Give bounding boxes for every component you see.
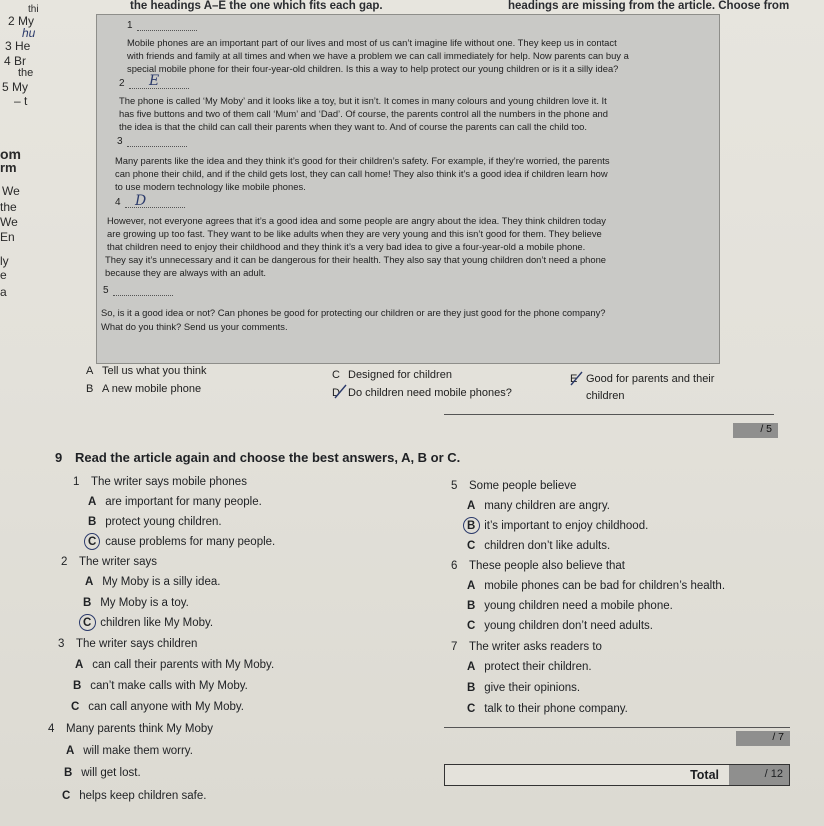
answer-option[interactable] (467, 620, 653, 632)
answer-option[interactable] (467, 600, 673, 612)
question-number: 5 (451, 480, 458, 492)
gap-answer-line[interactable] (127, 146, 187, 147)
option-text: talk to their phone company. (484, 703, 628, 715)
article-line: So, is it a good idea or not? Can phones be good for protecting our children or are they just good for the phone company? (101, 307, 606, 318)
article-line: They say it’s unnecessary and it can be dangerous for their health. They also say that young children don’t need a phone (105, 254, 607, 265)
option-text: can call their parents with My Moby. (92, 659, 275, 671)
article-line: can phone their child, and if the child gets lost, they can call home! They also think it’s a good idea if children learn how (115, 168, 608, 179)
article-line: to use modern technology like mobile phones. (115, 181, 306, 192)
instruction-fragment-left: the headings A–E the one which fits each gap. (130, 0, 383, 12)
answer-option[interactable] (64, 767, 141, 779)
exercise-number: 9 (55, 450, 63, 465)
total-label: Total (690, 768, 719, 782)
heading-option-a[interactable] (86, 365, 207, 377)
gap-number: 5 (103, 285, 109, 296)
handwritten-answer: E (149, 73, 160, 89)
gap-answer-line[interactable] (113, 295, 173, 296)
handwritten-answer: D (135, 193, 147, 209)
option-letter: A (467, 500, 476, 512)
question-stem: The writer says (79, 556, 157, 568)
margin-fragment: 2 My (8, 14, 35, 28)
heading-letter: C (332, 369, 340, 381)
question-stem: The writer asks readers to (469, 641, 602, 653)
option-text: My Moby is a silly idea. (102, 576, 221, 588)
option-text: it’s important to enjoy childhood. (484, 520, 649, 532)
article-line: Many parents like the idea and they think it’s good for their children’s safety. For example, if they’re worried, the parents (115, 155, 610, 166)
total-score: / 12 (729, 765, 789, 785)
gap-number: 4 (115, 197, 121, 208)
option-letter: A (467, 580, 476, 592)
option-text: cause problems for many people. (105, 536, 276, 548)
option-letter: A (85, 576, 94, 588)
instruction-fragment-right: headings are missing from the article. Choose from (508, 0, 790, 12)
article-line: special mobile phone for their four-year-old children. Is this a way to help protect our young children or is it a silly idea? (127, 63, 619, 74)
question-1 (73, 476, 247, 488)
option-letter: C (62, 790, 71, 802)
pen-mark-icon (568, 370, 586, 386)
option-text: protect young children. (105, 516, 222, 528)
option-letter: A (88, 496, 97, 508)
article-line: are growing up too fast. They want to be like adults when they are very young and this isn’t good for them. They believe (107, 228, 602, 239)
option-letter: C (83, 617, 92, 629)
margin-fragment: the (0, 200, 17, 214)
option-letter: A (66, 745, 75, 757)
option-letter: A (467, 661, 476, 673)
option-text: can’t make calls with My Moby. (90, 680, 248, 692)
answer-option[interactable] (467, 520, 648, 532)
selected-answer-circle (463, 517, 480, 534)
margin-fragment: om (0, 146, 21, 162)
selected-answer-circle (84, 533, 100, 550)
option-letter: C (467, 540, 476, 552)
option-text: children don’t like adults. (484, 540, 611, 552)
answer-option[interactable] (88, 496, 262, 508)
heading-text: Good for parents and their (586, 373, 715, 385)
exercise-instruction: Read the article again and choose the best answers, A, B or C. (75, 450, 461, 465)
option-text: My Moby is a toy. (100, 597, 189, 609)
margin-fragment: thi (28, 4, 39, 15)
article-line: because they are always with an adult. (105, 267, 267, 278)
answer-option[interactable] (467, 540, 610, 552)
option-letter: B (88, 516, 97, 528)
margin-fragment: We (2, 184, 20, 198)
question-4 (48, 723, 213, 735)
option-text: helps keep children safe. (79, 790, 207, 802)
answer-option[interactable] (83, 617, 213, 629)
question-number: 4 (48, 723, 55, 735)
margin-fragment: a (0, 285, 7, 299)
article-line: the idea is that the child can call their parents when they want to. And of course the parents can call the child too. (119, 121, 587, 132)
article-panel (96, 14, 720, 364)
answer-option[interactable] (467, 661, 592, 673)
heading-text: Designed for children (348, 369, 452, 381)
answer-option[interactable] (62, 790, 206, 802)
option-text: are important for many people. (105, 496, 262, 508)
answer-option[interactable] (83, 597, 189, 609)
article-line: that children need to enjoy their childhood and they think it’s a very bad idea to give a four-year-old a mobile phone. (107, 241, 586, 252)
heading-option-c[interactable] (332, 369, 452, 381)
gap-answer-line[interactable] (137, 30, 197, 31)
article-line: Mobile phones are an important part of our lives and most of us can’t imagine life without one. They keep us in contact (127, 37, 617, 48)
answer-option[interactable] (88, 536, 275, 548)
option-text: protect their children. (484, 661, 592, 673)
question-2 (61, 556, 157, 568)
answer-option[interactable] (467, 580, 725, 592)
option-text: give their opinions. (484, 682, 581, 694)
gap-number: 1 (127, 20, 133, 31)
option-letter: C (71, 701, 80, 713)
total-box (444, 764, 790, 786)
question-number: 6 (451, 560, 458, 572)
answer-option[interactable] (66, 745, 193, 757)
option-letter: C (467, 703, 476, 715)
article-line: with friends and family at all times and when we have a problem we can call immediately for help. Now parents can buy a (127, 50, 629, 61)
question-stem: The writer says mobile phones (91, 476, 247, 488)
gap-answer-line[interactable] (125, 207, 185, 208)
option-text: young children need a mobile phone. (484, 600, 673, 612)
option-letter: B (83, 597, 92, 609)
margin-fragment: 4 Br (4, 54, 27, 68)
pen-mark-icon (332, 383, 350, 399)
answer-option[interactable] (73, 680, 248, 692)
margin-fragment: hu (22, 26, 36, 40)
option-text: can call anyone with My Moby. (88, 701, 244, 713)
answer-option[interactable] (467, 703, 628, 715)
divider (444, 414, 774, 415)
answer-option[interactable] (467, 500, 610, 512)
answer-option[interactable] (467, 682, 580, 694)
heading-option-e[interactable] (570, 373, 714, 385)
margin-fragment: the (18, 67, 34, 79)
heading-text: children (586, 390, 625, 402)
margin-fragment: rm (0, 160, 17, 175)
article-line: What do you think? Send us your comments. (101, 321, 288, 332)
heading-letter: D (332, 387, 340, 399)
margin-fragment: ly (0, 254, 9, 268)
heading-text: Tell us what you think (102, 365, 207, 377)
option-text: will get lost. (81, 767, 141, 779)
option-letter: B (467, 600, 476, 612)
question-6 (451, 560, 625, 572)
answer-option[interactable] (88, 516, 222, 528)
heading-letter: B (86, 383, 94, 395)
question-stem: Many parents think My Moby (66, 723, 214, 735)
article-line: The phone is called ‘My Moby’ and it looks like a toy, but it isn’t. It comes in many colours and young children love it. It (119, 95, 607, 106)
margin-fragment: 5 My (2, 80, 29, 94)
score-box-section-8: / 5 (733, 423, 778, 438)
option-letter: C (467, 620, 476, 632)
answer-option[interactable] (85, 576, 220, 588)
option-letter: B (64, 767, 73, 779)
article-line: However, not everyone agrees that it’s a good idea and some people are angry about the idea. They think children today (107, 215, 606, 226)
margin-fragment: En (0, 230, 15, 244)
heading-option-e-continued (586, 390, 625, 402)
margin-fragment: e (0, 268, 7, 282)
option-text: mobile phones can be bad for children’s health. (484, 580, 726, 592)
question-stem: The writer says children (76, 638, 198, 650)
option-text: young children don’t need adults. (484, 620, 653, 632)
question-7 (451, 641, 602, 653)
question-number: 3 (58, 638, 65, 650)
option-letter: A (75, 659, 84, 671)
margin-fragment: – t (14, 94, 28, 108)
option-text: many children are angry. (484, 500, 610, 512)
score-box-section-9: / 7 (736, 731, 790, 746)
margin-fragment: We (0, 215, 18, 229)
heading-option-d[interactable] (332, 387, 512, 399)
heading-option-b[interactable] (86, 383, 201, 395)
selected-answer-circle (79, 614, 96, 631)
question-3 (58, 638, 197, 650)
question-stem: These people also believe that (469, 560, 625, 572)
heading-letter: E (570, 373, 578, 385)
margin-fragment: 3 He (5, 39, 31, 53)
gap-number: 3 (117, 136, 123, 147)
gap-number: 2 (119, 78, 125, 89)
article-line: has five buttons and two of them call ‘Mum’ and ‘Dad’. Of course, the parents control all the numbers in the phone and (119, 108, 608, 119)
option-text: will make them worry. (83, 745, 193, 757)
question-number: 7 (451, 641, 458, 653)
option-letter: B (467, 520, 476, 532)
answer-option[interactable] (75, 659, 274, 671)
question-number: 1 (73, 476, 80, 488)
question-number: 2 (61, 556, 68, 568)
question-5 (451, 480, 576, 492)
answer-option[interactable] (71, 701, 244, 713)
question-stem: Some people believe (469, 480, 577, 492)
divider (444, 727, 790, 728)
option-letter: B (73, 680, 82, 692)
heading-letter: A (86, 365, 94, 377)
option-letter: B (467, 682, 476, 694)
option-letter: C (88, 536, 97, 548)
heading-text: A new mobile phone (102, 383, 202, 395)
option-text: children like My Moby. (100, 617, 214, 629)
heading-text: Do children need mobile phones? (348, 387, 512, 399)
